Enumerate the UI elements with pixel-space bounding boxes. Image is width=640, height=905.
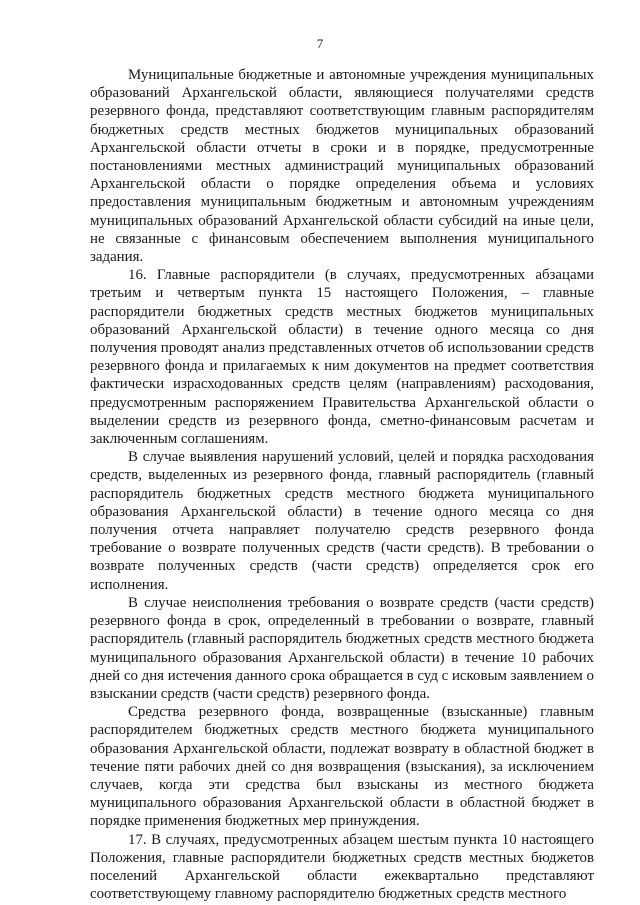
paragraph-recipients-reporting: Муниципальные бюджетные и автономные учреждения муниципальных образований Архангельской области, являющиеся получателями средств резервного фонда, представляют соответствующим главным распорядителям бюджетных средств местных бюджетов муниципальных образований Архангельской области отчеты в сроки и в порядке, предусмотренные постановлениями местных администраций муниципальных образований Архангельской области о порядке определения объема и условиях предоставления муниципальным бюджетным и автономным учреждениям муниципальных образований Архангельской области субсидий на иные цели, не связанные с финансовым обеспечением выполнения муниципального задания. bbox=[90, 67, 594, 266]
document-body bbox=[90, 66, 594, 903]
paragraph-violations-return: В случае выявления нарушений условий, целей и порядка расходования средств, выделенных из резервного фонда, главный распорядитель (главный распорядитель бюджетных средств местного бюджета муниципального образования Архангельской области) в течение одного месяца со дня получения отчета направляет получателю средств резервного фонда требование о возврате полученных средств (части средств). В требовании о возврате полученных средств (части средств) определяется срок его исполнения. bbox=[90, 449, 594, 593]
paragraph-16-analysis: 16. Главные распорядители (в случаях, предусмотренных абзацами третьим и четвертым пункта 15 настоящего Положения, – главные распорядители бюджетных средств местных бюджетов муниципальных образований Архангельской области) в течение одного месяца со дня получения проводят анализ представленных отчетов об использовании средств резервного фонда и прилагаемых к ним документов на предмет соответствия фактически израсходованных средств целям (направлениям) расходования, предусмотренным распоряжением Правительства Архангельской области о выделении средств из резервного фонда, сметно-финансовым расчетам и заключенным соглашениям. bbox=[90, 267, 594, 448]
paragraph-17-quarterly: 17. В случаях, предусмотренных абзацем шестым пункта 10 настоящего Положения, главные распорядители бюджетных средств местных бюджетов поселений Архангельской области ежеквартально представляют соответствующему главному распорядителю бюджетных средств местного bbox=[90, 831, 594, 903]
page-number: 7 bbox=[316, 36, 324, 51]
paragraph-nonfulfillment-court: В случае неисполнения требования о возврате средств (части средств) резервного фонда в срок, определенный в требовании о возврате, главный распорядитель (главный распорядитель бюджетных средств местного бюджета муниципального образования Архангельской области) в течение 10 рабочих дней со дня истечения данного срока обращается в суд с исковым заявлением о взыскании средств (части средств) резервного фонда. bbox=[90, 594, 594, 702]
paragraph-returned-funds: Средства резервного фонда, возвращенные (взысканные) главным распорядителем бюджетных средств местного бюджета муниципального образования Архангельской области, подлежат возврату в областной бюджет в течение пяти рабочих дней со дня возвращения (взыскания), за исключением случаев, когда эти средства был взысканы из местного бюджета муниципального образования Архангельской области в областной бюджет в порядке применения бюджетных мер принуждения. bbox=[90, 704, 594, 830]
